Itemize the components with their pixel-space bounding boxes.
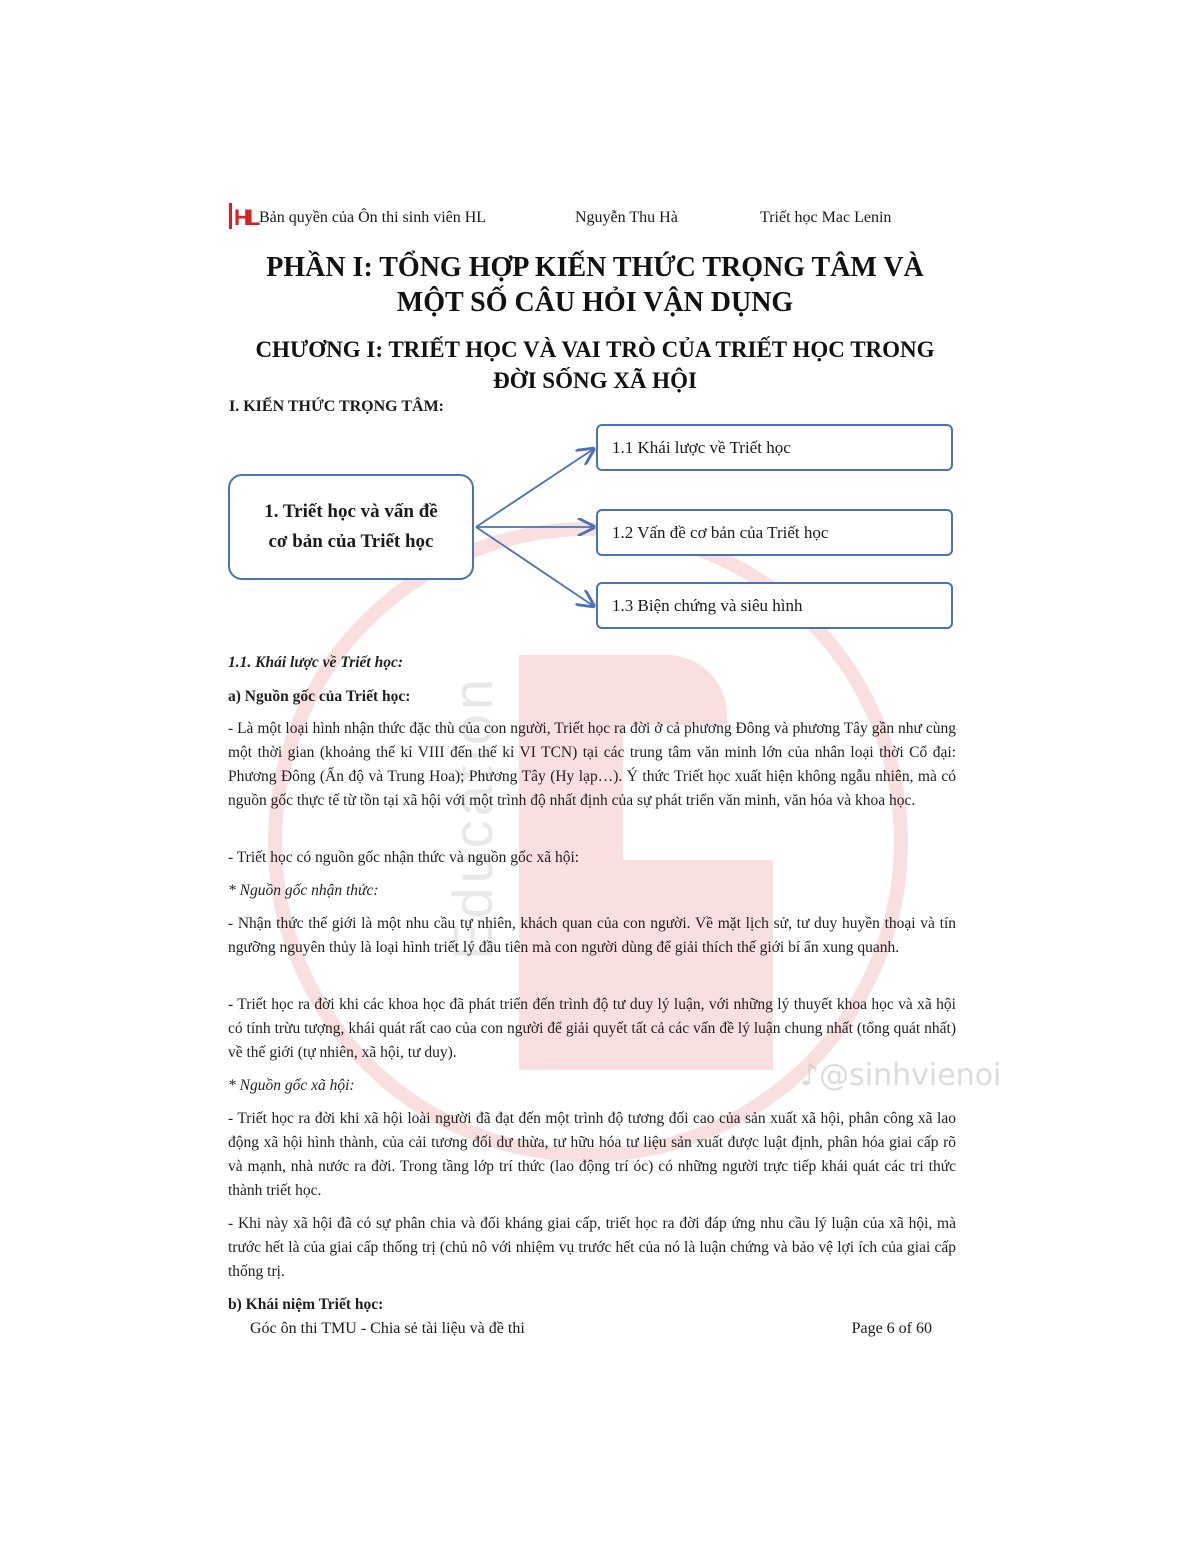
header-subject: Triết học Mac Lenin bbox=[760, 209, 892, 226]
part-title: PHẦN I: TỔNG HỢP KIẾN THỨC TRỌNG TÂM VÀ MỘT SỐ CÂU HỎI VẬN DỤNG bbox=[266, 252, 924, 318]
heading-a: a) Nguồn gốc của Triết học: bbox=[228, 688, 411, 705]
page-footer bbox=[250, 1320, 932, 1346]
heading-xa-hoi: * Nguồn gốc xã hội: bbox=[228, 1077, 355, 1094]
paragraph-3: - Nhận thức thế giới là một nhu cầu tự nhiên, khách quan của con người. Về mặt lịch sử, tư duy huyền thoại và tín ngưỡng nguyên thủy là loại hình triết lý đầu tiên mà con người dùng để giải thích thế giới bí ẩn xung quanh. bbox=[228, 915, 956, 956]
footer-left: Góc ôn thi TMU - Chia sẻ tài liệu và đề thi bbox=[250, 1320, 525, 1337]
paragraph-2: - Triết học có nguồn gốc nhận thức và nguồn gốc xã hội: bbox=[228, 849, 580, 866]
section-heading: I. KIẾN THỨC TRỌNG TÂM: bbox=[229, 398, 444, 415]
header-author: Nguyễn Thu Hà bbox=[575, 209, 678, 226]
paragraph-4: - Triết học ra đời khi các khoa học đã phát triển đến trình độ tư duy lý luận, với những lý thuyết khoa học và xã hội có tính trừu tượng, khái quát rất cao của con người để giải quyết tất cả các vấn đề lý luận chung nhất (tổng quát nhất) về thế giới (tự nhiên, xã hội, tư duy). bbox=[228, 996, 956, 1061]
hl-logo: HL bbox=[229, 203, 257, 231]
heading-b: b) Khái niệm Triết học: bbox=[228, 1296, 384, 1313]
tiktok-watermark: ♪@sinhvienoi bbox=[800, 1058, 1002, 1093]
arrow-3 bbox=[476, 527, 592, 605]
diagram-main-box: 1. Triết học và vấn đề cơ bản của Triết học bbox=[228, 474, 474, 580]
paragraph-1: - Là một loại hình nhận thức đặc thù của con người, Triết học ra đời ở cả phương Đông và phương Tây gần như cùng một thời gian (khoảng thế kỉ VIII đến thế kỉ VI TCN) tại các trung tâm văn minh lớn của nhân loại thời Cổ đại: Phương Đông (Ấn độ và Trung Hoa); Phương Tây (Hy lạp…). Ý thức Triết học xuất hiện không ngẫu nhiên, mà có nguồn gốc thực tế từ tồn tại xã hội với một trình độ nhất định của sự phát triển văn minh, văn hóa và khoa học. bbox=[228, 720, 956, 809]
heading-nhan-thuc: * Nguồn gốc nhận thức: bbox=[228, 882, 379, 899]
diagram-item-1: 1.1 Khái lược về Triết học bbox=[596, 424, 953, 471]
diagram-item-2: 1.2 Vấn đề cơ bản của Triết học bbox=[596, 509, 953, 556]
paragraph-5: - Triết học ra đời khi xã hội loài người đã đạt đến một trình độ tương đối cao của sản xuất xã hội, phân công xã lao động xã hội hình thành, của cải tương đối dư thừa, tư hữu hóa tư liệu sản xuất được luật định, phân hóa giai cấp rõ và mạnh, nhà nước ra đời. Trong tầng lớp trí thức (lao động trí óc) có những người trực tiếp khái quát các tri thức thành triết học. bbox=[228, 1110, 956, 1199]
paragraph-6: - Khi này xã hội đã có sự phân chia và đối kháng giai cấp, triết học ra đời đáp ứng nhu cầu lý luận của xã hội, mà trước hết là của giai cấp thống trị (chủ nô với nhiệm vụ trước hết của nó là luận chứng và bảo vệ lợi ích của giai cấp thống trị. bbox=[228, 1215, 956, 1280]
header-copyright: Bản quyền của Ôn thi sinh viên HL bbox=[259, 209, 487, 226]
watermark-side-text: Education bbox=[441, 674, 504, 960]
chapter-title: CHƯƠNG I: TRIẾT HỌC VÀ VAI TRÒ CỦA TRIẾT HỌC TRONG ĐỜI SỐNG XÃ HỘI bbox=[255, 337, 935, 393]
page-number: Page 6 of 60 bbox=[851, 1320, 932, 1337]
subsection-heading: 1.1. Khái lược về Triết học: bbox=[228, 654, 404, 671]
diagram-item-3: 1.3 Biện chứng và siêu hình bbox=[596, 582, 953, 629]
arrow-1 bbox=[476, 450, 592, 527]
